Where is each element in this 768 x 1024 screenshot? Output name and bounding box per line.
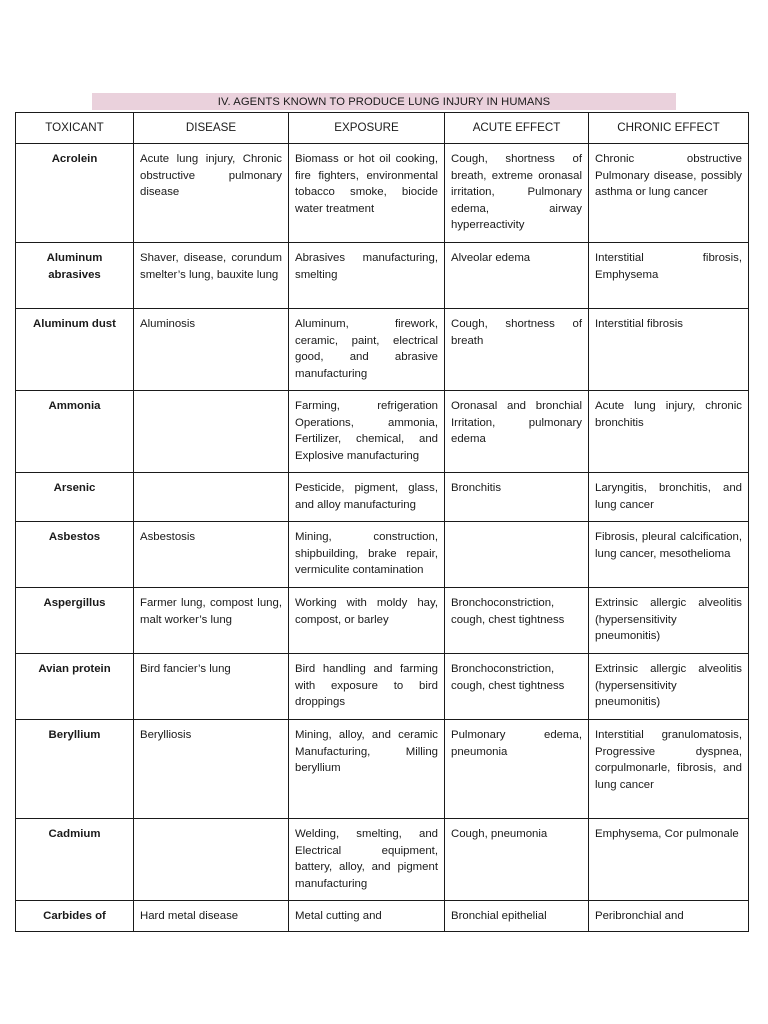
table-title: IV. AGENTS KNOWN TO PRODUCE LUNG INJURY IN HUMANS [92,93,676,110]
cell-exposure: Mining, alloy, and ceramic Manufacturing, Milling beryllium [289,720,445,819]
cell-acute-effect: Pulmonary edema, pneumonia [445,720,589,819]
table-header-row [16,113,749,144]
cell-exposure: Metal cutting and [289,901,445,932]
table-row [16,654,749,720]
cell-acute-effect: Bronchoconstriction, cough, chest tightness [445,588,589,654]
table-row [16,243,749,309]
cell-disease: Asbestosis [134,522,289,588]
cell-acute-effect: Cough, shortness of breath [445,309,589,391]
cell-exposure: Working with moldy hay, compost, or barley [289,588,445,654]
table-row [16,391,749,473]
cell-toxicant: Carbides of [16,901,134,932]
cell-chronic-effect: Fibrosis, pleural calcification, lung cancer, mesothelioma [589,522,749,588]
cell-disease: Farmer lung, compost lung, malt worker’s lung [134,588,289,654]
cell-disease [134,819,289,901]
cell-acute-effect: Cough, shortness of breath, extreme oronasal irritation, Pulmonary edema, airway hyperreactivity [445,144,589,243]
table-row [16,309,749,391]
cell-disease: Berylliosis [134,720,289,819]
cell-chronic-effect: Interstitial fibrosis, Emphysema [589,243,749,309]
cell-disease: Shaver, disease, corundum smelter’s lung, bauxite lung [134,243,289,309]
cell-chronic-effect: Extrinsic allergic alveolitis (hypersensitivity pneumonitis) [589,588,749,654]
lung-injury-agents-table [15,112,749,932]
cell-chronic-effect: Emphysema, Cor pulmonale [589,819,749,901]
table-row [16,720,749,819]
cell-exposure: Abrasives manufacturing, smelting [289,243,445,309]
cell-acute-effect [445,522,589,588]
cell-acute-effect: Bronchial epithelial [445,901,589,932]
cell-disease: Acute lung injury, Chronic obstructive pulmonary disease [134,144,289,243]
cell-exposure: Aluminum, firework, ceramic, paint, electrical good, and abrasive manufacturing [289,309,445,391]
cell-chronic-effect: Interstitial fibrosis [589,309,749,391]
cell-exposure: Welding, smelting, and Electrical equipment, battery, alloy, and pigment manufacturing [289,819,445,901]
cell-acute-effect: Bronchoconstriction, cough, chest tightness [445,654,589,720]
cell-exposure: Mining, construction, shipbuilding, brake repair, vermiculite contamination [289,522,445,588]
header-acute-effect: ACUTE EFFECT [445,113,589,144]
cell-acute-effect: Alveolar edema [445,243,589,309]
cell-exposure: Pesticide, pigment, glass, and alloy manufacturing [289,473,445,522]
header-chronic-effect: CHRONIC EFFECT [589,113,749,144]
cell-toxicant: Aspergillus [16,588,134,654]
cell-acute-effect: Cough, pneumonia [445,819,589,901]
cell-toxicant: Ammonia [16,391,134,473]
table-row [16,588,749,654]
cell-chronic-effect: Chronic obstructive Pulmonary disease, possibly asthma or lung cancer [589,144,749,243]
cell-acute-effect: Oronasal and bronchial Irritation, pulmonary edema [445,391,589,473]
cell-disease: Bird fancier’s lung [134,654,289,720]
cell-disease [134,473,289,522]
cell-toxicant: Arsenic [16,473,134,522]
header-disease: DISEASE [134,113,289,144]
cell-toxicant: Avian protein [16,654,134,720]
cell-toxicant: Beryllium [16,720,134,819]
table-row [16,901,749,932]
cell-exposure: Bird handling and farming with exposure to bird droppings [289,654,445,720]
cell-toxicant: Aluminum dust [16,309,134,391]
cell-toxicant: Acrolein [16,144,134,243]
table-row [16,144,749,243]
header-exposure: EXPOSURE [289,113,445,144]
cell-toxicant: Asbestos [16,522,134,588]
cell-chronic-effect: Laryngitis, bronchitis, and lung cancer [589,473,749,522]
cell-toxicant: Aluminum abrasives [16,243,134,309]
table-row [16,819,749,901]
table-row [16,473,749,522]
table-row [16,522,749,588]
cell-chronic-effect: Peribronchial and [589,901,749,932]
cell-chronic-effect: Interstitial granulomatosis, Progressive dyspnea, corpulmonarle, fibrosis, and lung cancer [589,720,749,819]
cell-exposure: Farming, refrigeration Operations, ammonia, Fertilizer, chemical, and Explosive manufacturing [289,391,445,473]
cell-chronic-effect: Acute lung injury, chronic bronchitis [589,391,749,473]
cell-disease: Aluminosis [134,309,289,391]
cell-disease: Hard metal disease [134,901,289,932]
cell-chronic-effect: Extrinsic allergic alveolitis (hypersensitivity pneumonitis) [589,654,749,720]
cell-acute-effect: Bronchitis [445,473,589,522]
cell-exposure: Biomass or hot oil cooking, fire fighters, environmental tobacco smoke, biocide water treatment [289,144,445,243]
header-toxicant: TOXICANT [16,113,134,144]
cell-toxicant: Cadmium [16,819,134,901]
cell-disease [134,391,289,473]
